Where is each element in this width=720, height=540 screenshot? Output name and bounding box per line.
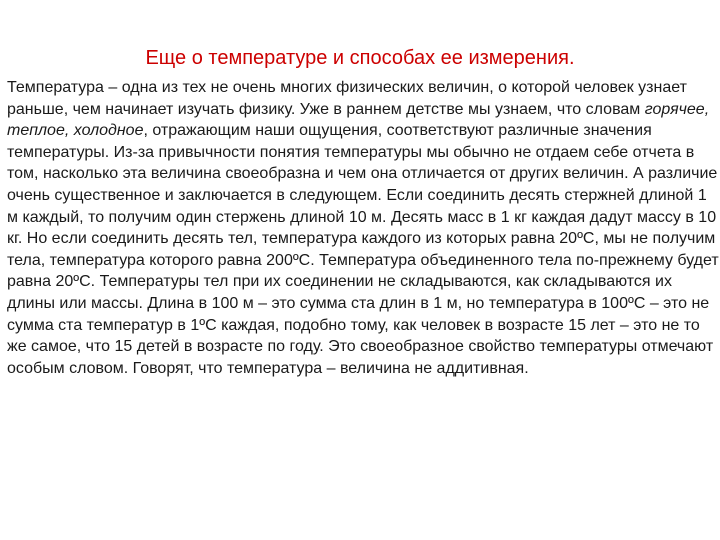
paragraph-italic-words: горячее, теплое, холодное xyxy=(7,100,710,140)
body-paragraph xyxy=(7,77,719,379)
slide-title: Еще о температуре и способах ее измерения. xyxy=(145,47,575,69)
paragraph-rest: , отражающим наши ощущения, соответствуют различные значения температуры. Из-за привычности понятия температуры мы обычно не отдаем себе отчета в том, насколько эта величина своеобразна и чем она отличается от других величин. А различие очень существенное и заключается в следующем. Если соединить десять стержней длиной 1 м каждый, то получим один стержень длиной 10 м. Десять масс в 1 кг каждая дадут массу в 10 кг. Но если соединить десять тел, температура каждого из которых равна 20ºС, мы не получим тела, температура которого равна 200ºС. Температура объединенного тела по-прежнему будет равна 20ºС. Температуры тел при их соединении не складываются, как складываются их длины или массы. Длина в 100 м – это сумма ста длин в 1 м, но температура в 100ºС – это не сумма ста температур в 1ºС каждая, подобно тому, как человек в возрасте 15 лет – это не то же самое, что 15 детей в возрасте по году. Это своеобразное свойство температуры отмечают особым словом. Говорят, что температура – величина не аддитивная. xyxy=(7,122,719,377)
paragraph-intro: Температура – одна из тех не очень многих физических величин, о которой человек узнает раньше, чем начинает изучать физику. Уже в раннем детстве мы узнаем, что словам xyxy=(7,79,687,118)
